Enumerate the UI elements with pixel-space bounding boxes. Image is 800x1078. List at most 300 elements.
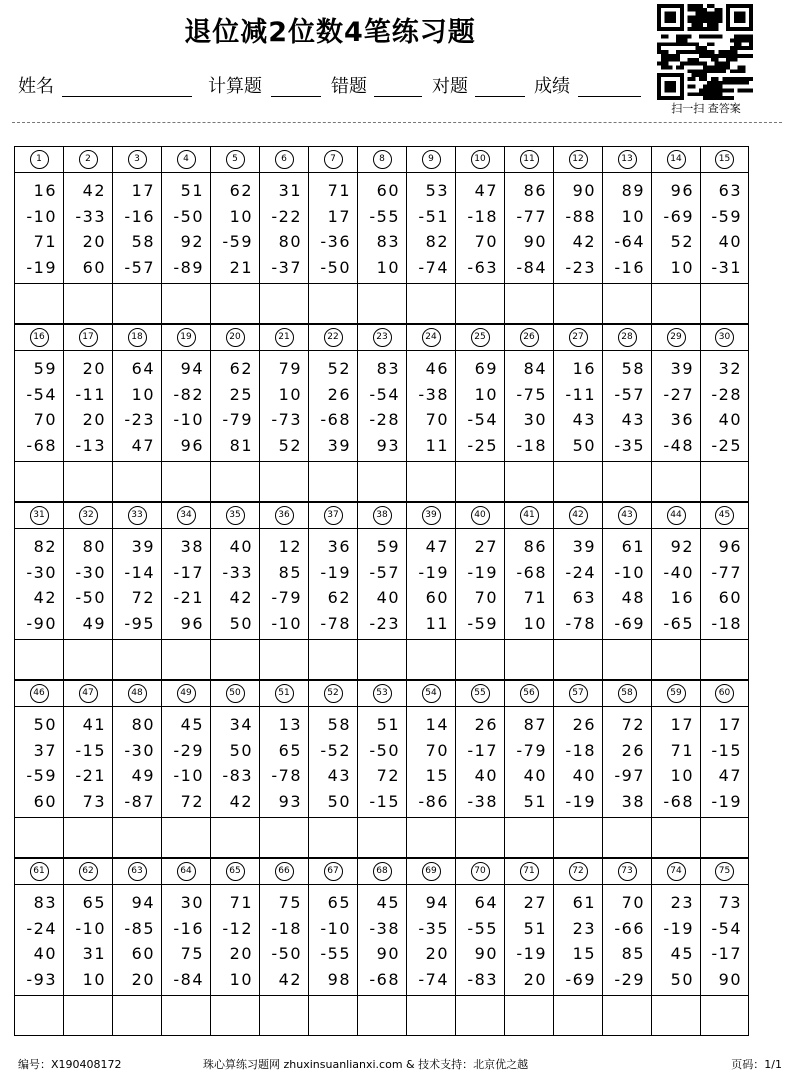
problem-number-cell [406, 502, 455, 529]
answer-box[interactable] [602, 640, 651, 680]
problem-term: -84 [516, 257, 547, 277]
problem-term: -68 [663, 791, 694, 811]
problem-cell [210, 885, 259, 996]
answer-box[interactable] [112, 640, 161, 680]
problem-term: 73 [718, 893, 742, 912]
problem-term: 60 [425, 588, 449, 607]
problem-block [14, 502, 749, 680]
problem-cell [651, 173, 700, 284]
problem-cell [602, 529, 651, 640]
answer-box[interactable] [455, 818, 504, 858]
problem-term: 86 [523, 537, 547, 556]
answer-box[interactable] [308, 818, 357, 858]
problem-number: 24 [422, 328, 441, 347]
answer-box[interactable] [259, 818, 308, 858]
answer-box[interactable] [602, 462, 651, 502]
problem-term: 12 [278, 537, 302, 556]
problem-term: -25 [467, 435, 498, 455]
problem-term: 62 [327, 588, 351, 607]
answer-box[interactable] [406, 818, 455, 858]
problem-number: 31 [30, 506, 49, 525]
problem-number: 38 [373, 506, 392, 525]
problem-number: 56 [520, 684, 539, 703]
answer-box[interactable] [357, 462, 406, 502]
problem-term: -16 [124, 206, 155, 226]
problem-term: 51 [376, 715, 400, 734]
problem-number: 30 [715, 328, 734, 347]
problem-number-cell [651, 502, 700, 529]
answer-box[interactable] [651, 640, 700, 680]
footer [18, 1056, 782, 1074]
problem-number: 40 [471, 506, 490, 525]
problem-term: -23 [124, 410, 155, 429]
problem-term: -73 [271, 410, 302, 429]
problem-term: -40 [663, 562, 694, 582]
problem-number-cell [357, 324, 406, 351]
problem-term: 40 [474, 766, 498, 785]
answer-box[interactable] [308, 996, 357, 1036]
problem-term: 72 [131, 588, 155, 607]
problem-term: -24 [26, 918, 57, 938]
problem-term: 94 [180, 359, 204, 378]
answer-box[interactable] [259, 284, 308, 324]
problem-cell [63, 351, 112, 462]
problem-number: 47 [79, 684, 98, 703]
problem-cell [112, 173, 161, 284]
problem-cell [63, 885, 112, 996]
answer-box[interactable] [602, 284, 651, 324]
problem-cell [602, 885, 651, 996]
problem-number: 54 [422, 684, 441, 703]
answer-box[interactable] [14, 284, 63, 324]
answer-box[interactable] [553, 818, 602, 858]
problem-term: 10 [523, 613, 547, 633]
answer-box[interactable] [553, 284, 602, 324]
name-blank[interactable] [62, 96, 192, 97]
problem-number-cell [161, 146, 210, 173]
answer-box[interactable] [455, 284, 504, 324]
answer-box[interactable] [700, 462, 749, 502]
problem-number-cell [210, 324, 259, 351]
problem-cell [406, 173, 455, 284]
problem-grid [14, 146, 749, 1036]
answer-box[interactable] [700, 818, 749, 858]
answer-box[interactable] [259, 462, 308, 502]
answer-box[interactable] [504, 996, 553, 1036]
problem-term: -89 [173, 257, 204, 277]
answer-box[interactable] [112, 818, 161, 858]
answer-box[interactable] [357, 640, 406, 680]
problem-block [14, 146, 749, 324]
answer-box[interactable] [210, 284, 259, 324]
answer-box[interactable] [357, 818, 406, 858]
problem-term: 71 [670, 740, 694, 760]
problem-term: 42 [229, 588, 253, 607]
problem-number: 60 [715, 684, 734, 703]
answer-box[interactable] [504, 818, 553, 858]
problem-term: 40 [33, 944, 57, 963]
problem-term: -13 [75, 435, 106, 455]
problem-term: -86 [418, 791, 449, 811]
answer-box[interactable] [259, 640, 308, 680]
answer-box[interactable] [455, 462, 504, 502]
problem-term: 83 [376, 359, 400, 378]
problem-term: 39 [572, 537, 596, 556]
problem-term: -21 [173, 588, 204, 607]
problem-number: 52 [324, 684, 343, 703]
problem-number: 32 [79, 506, 98, 525]
problem-number: 3 [128, 150, 147, 169]
problem-term: -10 [614, 562, 645, 582]
problem-term: -78 [565, 613, 596, 633]
problem-term: -59 [711, 206, 742, 226]
answer-box[interactable] [161, 640, 210, 680]
problem-term: 69 [474, 359, 498, 378]
problem-number: 41 [520, 506, 539, 525]
problem-term: -50 [75, 588, 106, 607]
problem-number-cell [161, 502, 210, 529]
problem-number-cell [14, 858, 63, 885]
problem-term: -19 [663, 918, 694, 938]
problem-term: -87 [124, 791, 155, 811]
correct-blank[interactable] [475, 96, 525, 97]
problem-term: -65 [663, 613, 694, 633]
problem-term: -24 [565, 562, 596, 582]
problem-term: 93 [376, 435, 400, 455]
answer-box[interactable] [112, 462, 161, 502]
problem-term: 45 [670, 944, 694, 963]
problem-term: -85 [124, 918, 155, 938]
answer-box[interactable] [357, 996, 406, 1036]
problem-cell [651, 529, 700, 640]
answer-box[interactable] [14, 640, 63, 680]
problem-term: 26 [572, 715, 596, 734]
problem-term: 82 [425, 232, 449, 251]
problem-term: 51 [523, 918, 547, 938]
problem-cell [14, 173, 63, 284]
problem-cell [112, 351, 161, 462]
answer-box[interactable] [14, 818, 63, 858]
problem-term: 80 [278, 232, 302, 251]
problem-number-cell [210, 680, 259, 707]
problem-number-cell [308, 680, 357, 707]
problem-term: 80 [82, 537, 106, 556]
problem-term: -19 [26, 257, 57, 277]
problem-number: 11 [520, 150, 539, 169]
problem-term: 30 [523, 410, 547, 429]
problem-number-cell [553, 146, 602, 173]
problem-number: 34 [177, 506, 196, 525]
problem-number: 69 [422, 862, 441, 881]
problem-number: 57 [569, 684, 588, 703]
problem-cell [14, 885, 63, 996]
problem-cell [455, 885, 504, 996]
answer-box[interactable] [406, 462, 455, 502]
problem-term: -55 [320, 944, 351, 963]
problem-term: 16 [33, 181, 57, 200]
problem-cell [357, 707, 406, 818]
problem-cell [700, 529, 749, 640]
problem-number-cell [406, 680, 455, 707]
problem-cell [161, 351, 210, 462]
problem-term: 10 [131, 384, 155, 404]
problem-cell [455, 351, 504, 462]
problem-term: 64 [131, 359, 155, 378]
problem-number: 50 [226, 684, 245, 703]
problem-cell [112, 529, 161, 640]
problem-number-cell [602, 502, 651, 529]
problem-cell [651, 351, 700, 462]
problem-number-cell [308, 858, 357, 885]
problem-cell [406, 885, 455, 996]
problem-cell [14, 529, 63, 640]
problem-term: 47 [718, 766, 742, 785]
answer-box[interactable] [700, 996, 749, 1036]
problem-cell [357, 529, 406, 640]
problem-term: -95 [124, 613, 155, 633]
answer-box[interactable] [504, 462, 553, 502]
answer-box[interactable] [553, 640, 602, 680]
answer-box[interactable] [455, 996, 504, 1036]
answer-box[interactable] [210, 818, 259, 858]
problem-term: 14 [425, 715, 449, 734]
problem-term: 46 [425, 359, 449, 378]
answer-box[interactable] [553, 462, 602, 502]
problem-number: 72 [569, 862, 588, 881]
problem-cell [308, 707, 357, 818]
answer-box[interactable] [602, 996, 651, 1036]
problem-term: 71 [229, 893, 253, 912]
problem-term: 60 [376, 181, 400, 200]
problem-term: 92 [180, 232, 204, 251]
answer-box[interactable] [112, 996, 161, 1036]
problem-cell [14, 351, 63, 462]
answer-box[interactable] [651, 284, 700, 324]
problem-term: 25 [229, 384, 253, 404]
problem-number-cell [602, 858, 651, 885]
problem-number: 67 [324, 862, 343, 881]
problem-term: -74 [418, 257, 449, 277]
problem-number-cell [14, 502, 63, 529]
problem-term: -63 [467, 257, 498, 277]
problem-term: -37 [271, 257, 302, 277]
answer-box[interactable] [161, 996, 210, 1036]
problem-number-cell [602, 146, 651, 173]
answer-box[interactable] [553, 996, 602, 1036]
problem-term: 85 [621, 944, 645, 963]
answer-box[interactable] [161, 462, 210, 502]
problem-term: -10 [26, 206, 57, 226]
problem-term: -97 [614, 766, 645, 785]
answer-box[interactable] [308, 284, 357, 324]
answer-box[interactable] [210, 996, 259, 1036]
wrong-blank[interactable] [374, 96, 422, 97]
problem-number: 39 [422, 506, 441, 525]
problem-number-cell [63, 146, 112, 173]
problem-term: 65 [327, 893, 351, 912]
answer-box[interactable] [259, 996, 308, 1036]
problem-number-cell [553, 502, 602, 529]
problem-term: 42 [229, 791, 253, 811]
answer-box[interactable] [651, 996, 700, 1036]
problem-cell [14, 707, 63, 818]
problem-cell [308, 529, 357, 640]
problem-number: 19 [177, 328, 196, 347]
problem-number: 26 [520, 328, 539, 347]
answer-box[interactable] [63, 996, 112, 1036]
problem-term: 10 [621, 206, 645, 226]
answer-box[interactable] [651, 462, 700, 502]
problem-number-cell [259, 324, 308, 351]
problem-term: 62 [229, 359, 253, 378]
problem-number: 14 [667, 150, 686, 169]
problem-cell [259, 885, 308, 996]
answer-box[interactable] [406, 640, 455, 680]
problem-number-cell [112, 146, 161, 173]
problem-term: 38 [621, 791, 645, 811]
problem-term: 23 [572, 918, 596, 938]
problem-number-cell [14, 146, 63, 173]
problem-term: -55 [467, 918, 498, 938]
problem-number: 75 [715, 862, 734, 881]
problem-cell [63, 173, 112, 284]
problem-cell [602, 173, 651, 284]
answer-box[interactable] [112, 284, 161, 324]
problem-cell [504, 351, 553, 462]
answer-box[interactable] [700, 640, 749, 680]
problem-term: -18 [711, 613, 742, 633]
problem-term: -50 [271, 944, 302, 963]
answer-box[interactable] [308, 462, 357, 502]
qr-code-icon [657, 4, 753, 100]
answer-box[interactable] [700, 284, 749, 324]
problem-number-cell [63, 324, 112, 351]
problem-term: 43 [327, 766, 351, 785]
answer-box[interactable] [308, 640, 357, 680]
problem-block [14, 858, 749, 1036]
problem-term: -57 [369, 562, 400, 582]
problem-term: 20 [229, 944, 253, 963]
problem-cell [406, 351, 455, 462]
problem-term: -19 [516, 944, 547, 963]
answer-box[interactable] [357, 284, 406, 324]
problem-number-cell [112, 502, 161, 529]
problem-term: -69 [614, 613, 645, 633]
answer-box[interactable] [602, 818, 651, 858]
problem-term: -88 [565, 206, 596, 226]
problem-cell [112, 885, 161, 996]
problem-term: 13 [278, 715, 302, 734]
problem-term: -93 [26, 969, 57, 989]
problem-cell [455, 529, 504, 640]
answer-box[interactable] [504, 284, 553, 324]
problem-term: -84 [173, 969, 204, 989]
problem-term: 50 [670, 969, 694, 989]
problem-number: 43 [618, 506, 637, 525]
problem-term: 21 [229, 257, 253, 277]
answer-box[interactable] [406, 996, 455, 1036]
answer-box[interactable] [406, 284, 455, 324]
problem-number: 23 [373, 328, 392, 347]
problem-term: 42 [572, 232, 596, 251]
problem-term: 70 [474, 588, 498, 607]
problem-number: 16 [30, 328, 49, 347]
answer-box[interactable] [161, 818, 210, 858]
problem-term: 26 [621, 740, 645, 760]
qr-caption: 扫一扫 查答案 [671, 102, 741, 115]
problem-term: 82 [33, 537, 57, 556]
problem-term: -17 [173, 562, 204, 582]
problem-cell [259, 707, 308, 818]
problem-cell [63, 707, 112, 818]
problem-cell [161, 707, 210, 818]
answer-box[interactable] [63, 462, 112, 502]
problem-number: 45 [715, 506, 734, 525]
problem-term: -54 [467, 410, 498, 429]
problem-term: 20 [523, 969, 547, 989]
answer-box[interactable] [14, 996, 63, 1036]
problem-cell [210, 173, 259, 284]
problem-term: 11 [425, 613, 449, 633]
problem-term: -17 [467, 740, 498, 760]
total-blank[interactable] [271, 96, 321, 97]
problem-term: 59 [33, 359, 57, 378]
answer-box[interactable] [651, 818, 700, 858]
problem-number-cell [700, 858, 749, 885]
score-blank[interactable] [578, 96, 641, 97]
problem-cell [210, 351, 259, 462]
problem-term: -35 [614, 435, 645, 455]
problem-term: 26 [327, 384, 351, 404]
answer-box[interactable] [63, 818, 112, 858]
problem-term: -11 [75, 384, 106, 404]
problem-term: 70 [621, 893, 645, 912]
problem-number-cell [504, 146, 553, 173]
answer-box[interactable] [455, 640, 504, 680]
problem-number: 28 [618, 328, 637, 347]
problem-number: 37 [324, 506, 343, 525]
answer-box[interactable] [63, 284, 112, 324]
answer-box[interactable] [14, 462, 63, 502]
problem-number-cell [553, 858, 602, 885]
answer-box[interactable] [63, 640, 112, 680]
problem-term: -79 [516, 740, 547, 760]
answer-box[interactable] [210, 640, 259, 680]
problem-term: -19 [467, 562, 498, 582]
problem-term: 38 [180, 537, 204, 556]
problem-cell [700, 351, 749, 462]
problem-number: 70 [471, 862, 490, 881]
answer-box[interactable] [210, 462, 259, 502]
answer-box[interactable] [161, 284, 210, 324]
problem-number-cell [406, 858, 455, 885]
answer-box[interactable] [504, 640, 553, 680]
problem-term: -57 [124, 257, 155, 277]
problem-term: -79 [222, 410, 253, 429]
problem-term: -69 [565, 969, 596, 989]
problem-cell [602, 351, 651, 462]
problem-cell [553, 351, 602, 462]
problem-number: 74 [667, 862, 686, 881]
cut-line [12, 122, 782, 123]
problem-term: 20 [82, 359, 106, 378]
problem-term: -16 [614, 257, 645, 277]
problem-number-cell [161, 858, 210, 885]
problem-number-cell [308, 324, 357, 351]
problem-term: -54 [711, 918, 742, 938]
problem-cell [504, 529, 553, 640]
problem-term: -10 [173, 410, 204, 429]
